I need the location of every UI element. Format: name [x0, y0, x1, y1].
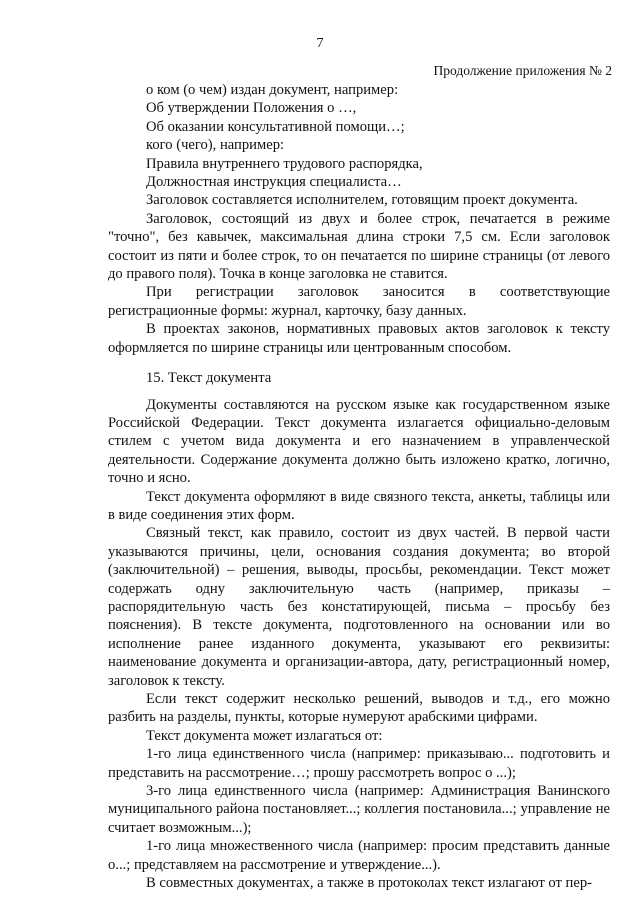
paragraph: Заголовок составляется исполнителем, готовящим проект документа. [146, 192, 578, 209]
paragraph: Связный текст, как правило, состоит из двух частей. В первой части указываются причины, цели, основания создания документа; во второй (заключительной) – решения, выводы, просьбы, рекомендации. Текст может содержать одну заключительную часть (например, приказы – распорядительную часть без констатирующей, письма – просьбу без пояснения). В тексте документа, подготовленного на основании или во исполнение ранее изданного документа, указывают его реквизиты: наименование документа и организации-автора, дату, регистрационный номер, заголовок к тексту. [108, 525, 610, 689]
document-body [108, 81, 610, 892]
paragraph: Документы составляются на русском языке как государственном языке Российской Федерации. Текст документа излагается официально-деловым стилем с учетом вида документа и его назначением в управленческой деятельности. Содержание документа должно быть изложено кратко, логично, точно и ясно. [108, 396, 610, 487]
paragraph: Если текст содержит несколько решений, выводов и т.д., его можно разбить на разделы, пункты, которые нумеруют арабскими цифрами. [108, 691, 610, 726]
text-line: Об утверждении Положения о …, [146, 100, 357, 117]
section-title: 15. Текст документа [146, 370, 272, 387]
paragraph: 3-го лица единственного числа (например: Администрация Ванинского муниципального района постановляет...; коллегия постановила...; управление не считает возможным...); [108, 783, 610, 836]
page-number: 7 [316, 36, 324, 51]
text-line: Должностная инструкция специалиста… [146, 174, 402, 191]
text-line: Об оказании консультативной помощи…; [146, 118, 405, 135]
paragraph: 1-го лица множественного числа (например: просим представить данные о...; представляем на рассмотрение и утверждение...). [108, 838, 610, 873]
paragraph: 1-го лица единственного числа (например: приказываю... подготовить и представить на рассмотрение…; прошу рассмотреть вопрос о ...); [108, 746, 610, 781]
paragraph: В совместных документах, а также в протоколах текст излагают от пер- [146, 875, 592, 892]
text-line: кого (чего), например: [146, 137, 285, 154]
paragraph: Текст документа оформляют в виде связного текста, анкеты, таблицы или в виде соединения этих форм. [108, 488, 610, 523]
paragraph: При регистрации заголовок заносится в соответствующие регистрационные формы: журнал, карточку, базу данных. [108, 284, 610, 319]
text-line: Правила внутреннего трудового распорядка, [146, 155, 423, 172]
paragraph: Текст документа может излагаться от: [146, 727, 383, 744]
paragraph: В проектах законов, нормативных правовых актов заголовок к тексту оформляется по ширине страницы или центрованным способом. [108, 321, 610, 356]
text-line: о ком (о чем) издан документ, например: [146, 82, 399, 98]
appendix-continuation-note: Продолжение приложения № 2 [433, 63, 612, 78]
paragraph: Заголовок, состоящий из двух и более строк, печатается в режиме "точно", без кавычек, максимальная длина строки 7,5 см. Если заголовок состоит из пяти и более строк, то он печатается по ширине страницы (от левого до правого поля). Точка в конце заголовка не ставится. [108, 210, 610, 283]
